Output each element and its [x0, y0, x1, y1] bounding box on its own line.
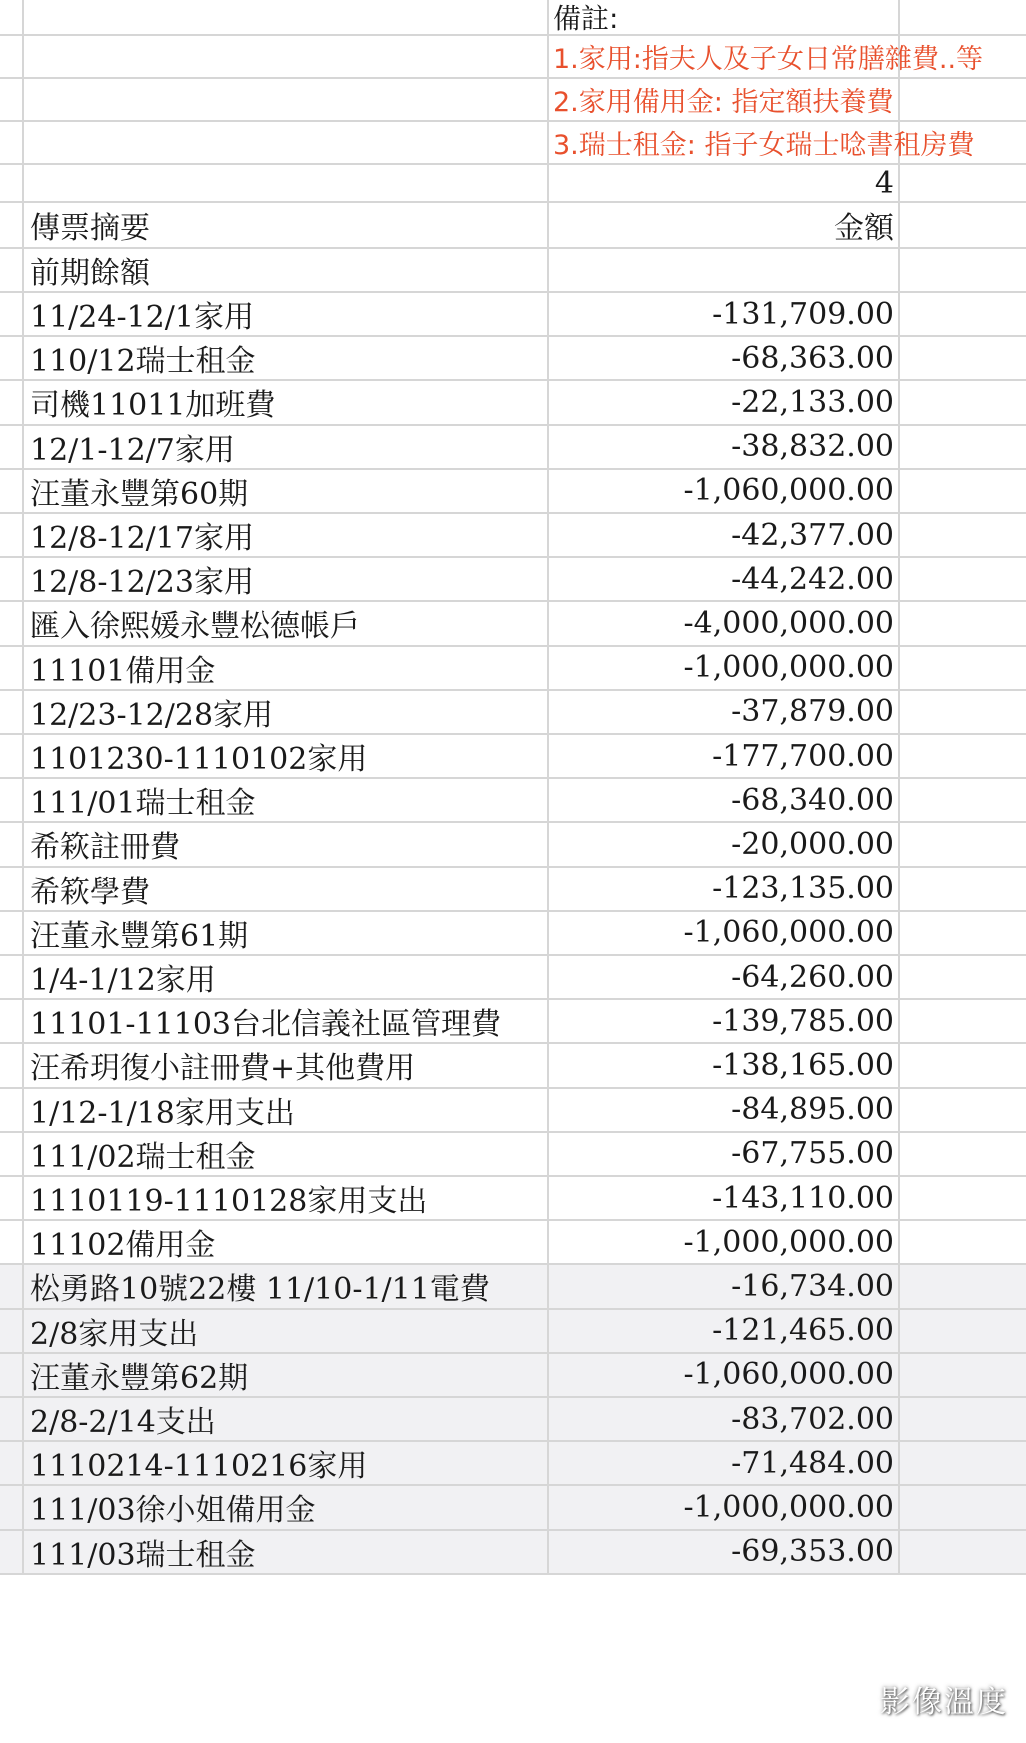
- table-row: [0, 647, 1026, 691]
- summary-cell[interactable]: 1101230-1110102家用: [24, 735, 549, 777]
- amount-cell[interactable]: -84,895.00: [549, 1089, 900, 1131]
- summary-cell[interactable]: 希篍學費: [24, 868, 549, 910]
- cell[interactable]: [900, 1398, 1026, 1440]
- table-row: [0, 912, 1026, 956]
- row-gutter: [0, 823, 24, 865]
- summary-cell[interactable]: 1/12-1/18家用支出: [24, 1089, 549, 1131]
- row-gutter: [0, 1177, 24, 1219]
- notes-line-row: [0, 79, 1026, 122]
- row-gutter: [0, 381, 24, 423]
- table-row: [0, 779, 1026, 823]
- row-gutter: [0, 868, 24, 910]
- row-gutter: [0, 1133, 24, 1175]
- summary-cell[interactable]: 2/8家用支出: [24, 1310, 549, 1352]
- opening-balance-row: [0, 249, 1026, 293]
- notes-title[interactable]: 備註:: [549, 0, 900, 34]
- table-row: [0, 1354, 1026, 1398]
- amount-cell[interactable]: -138,165.00: [549, 1044, 900, 1086]
- summary-cell[interactable]: 汪董永豐第61期: [24, 912, 549, 954]
- row-gutter: [0, 0, 24, 34]
- table-row: [0, 558, 1026, 602]
- cell[interactable]: [900, 79, 1026, 120]
- table-row: [0, 514, 1026, 558]
- table-row: [0, 1133, 1026, 1177]
- table-row: [0, 691, 1026, 735]
- notes-title-row: [0, 0, 1026, 36]
- row-gutter: [0, 514, 24, 556]
- row-gutter: [0, 779, 24, 821]
- watermark: 影像溫度: [880, 1685, 1008, 1720]
- amount-cell[interactable]: -37,879.00: [549, 691, 900, 733]
- amount-cell[interactable]: -4,000,000.00: [549, 602, 900, 644]
- row-gutter: [0, 956, 24, 998]
- table-row: [0, 293, 1026, 337]
- row-gutter: [0, 1442, 24, 1484]
- row-gutter: [0, 647, 24, 689]
- summary-cell[interactable]: 汪希玥復小註冊費+其他費用: [24, 1044, 549, 1086]
- amount-cell[interactable]: -69,353.00: [549, 1531, 900, 1573]
- cell[interactable]: [900, 823, 1026, 865]
- row-gutter: [0, 912, 24, 954]
- summary-cell[interactable]: 汪董永豐第60期: [24, 470, 549, 512]
- summary-cell[interactable]: 11101備用金: [24, 647, 549, 689]
- cell[interactable]: [900, 956, 1026, 998]
- table-row: [0, 1310, 1026, 1354]
- summary-cell[interactable]: 1110214-1110216家用: [24, 1442, 549, 1484]
- cell[interactable]: [900, 122, 1026, 163]
- cell[interactable]: [24, 122, 549, 163]
- table-row: [0, 1044, 1026, 1088]
- summary-cell[interactable]: 司機11011加班費: [24, 381, 549, 423]
- row-gutter: [0, 165, 24, 201]
- cell[interactable]: [900, 1044, 1026, 1086]
- amount-cell[interactable]: -22,133.00: [549, 381, 900, 423]
- row-gutter: [0, 1044, 24, 1086]
- summary-cell[interactable]: 1/4-1/12家用: [24, 956, 549, 998]
- column-number-row: [0, 165, 1026, 203]
- table-row: [0, 868, 1026, 912]
- amount-cell[interactable]: -83,702.00: [549, 1398, 900, 1440]
- amount-cell[interactable]: -1,060,000.00: [549, 1354, 900, 1396]
- note-line-3[interactable]: 3.瑞士租金: 指子女瑞士唸書租房費: [549, 122, 900, 163]
- cell[interactable]: [900, 1486, 1026, 1528]
- summary-cell[interactable]: 1110119-1110128家用支出: [24, 1177, 549, 1219]
- row-gutter: [0, 337, 24, 379]
- amount-cell[interactable]: -64,260.00: [549, 956, 900, 998]
- amount-cell[interactable]: -20,000.00: [549, 823, 900, 865]
- opening-balance-label[interactable]: 前期餘額: [24, 249, 549, 291]
- row-gutter: [0, 1089, 24, 1131]
- cell[interactable]: [900, 203, 1026, 247]
- cell[interactable]: [900, 558, 1026, 600]
- table-row: [0, 1089, 1026, 1133]
- row-gutter: [0, 1486, 24, 1528]
- row-gutter: [0, 470, 24, 512]
- row-gutter: [0, 735, 24, 777]
- amount-cell[interactable]: -143,110.00: [549, 1177, 900, 1219]
- amount-cell[interactable]: -42,377.00: [549, 514, 900, 556]
- summary-cell[interactable]: 11/24-12/1家用: [24, 293, 549, 335]
- cell[interactable]: [900, 912, 1026, 954]
- table-row: [0, 1000, 1026, 1044]
- cell[interactable]: [900, 0, 1026, 34]
- amount-cell[interactable]: -1,060,000.00: [549, 470, 900, 512]
- table-row: [0, 426, 1026, 470]
- table-row: [0, 470, 1026, 514]
- cell[interactable]: [900, 1265, 1026, 1307]
- amount-cell[interactable]: -131,709.00: [549, 293, 900, 335]
- table-row: [0, 1398, 1026, 1442]
- row-gutter: [0, 1398, 24, 1440]
- table-row: [0, 1531, 1026, 1575]
- summary-cell[interactable]: 12/23-12/28家用: [24, 691, 549, 733]
- amount-cell[interactable]: -68,363.00: [549, 337, 900, 379]
- table-row: [0, 337, 1026, 381]
- cell[interactable]: [900, 691, 1026, 733]
- amount-cell[interactable]: -139,785.00: [549, 1000, 900, 1042]
- cell[interactable]: [900, 735, 1026, 777]
- cell[interactable]: [900, 426, 1026, 468]
- row-gutter: [0, 249, 24, 291]
- amount-cell[interactable]: -177,700.00: [549, 735, 900, 777]
- table-row: [0, 1221, 1026, 1265]
- summary-cell[interactable]: 111/03瑞士租金: [24, 1531, 549, 1573]
- row-gutter: [0, 36, 24, 77]
- row-gutter: [0, 1000, 24, 1042]
- row-gutter: [0, 1354, 24, 1396]
- note-line-1[interactable]: 1.家用:指夫人及子女日常膳雜費..等: [549, 36, 900, 77]
- cell[interactable]: [900, 1089, 1026, 1131]
- cell[interactable]: [900, 1354, 1026, 1396]
- cell[interactable]: [900, 1000, 1026, 1042]
- cell[interactable]: [900, 249, 1026, 291]
- column-number[interactable]: 4: [549, 165, 900, 201]
- cell[interactable]: [900, 1310, 1026, 1352]
- cell[interactable]: [900, 514, 1026, 556]
- row-gutter: [0, 122, 24, 163]
- note-line-2[interactable]: 2.家用備用金: 指定額扶養費: [549, 79, 900, 120]
- cell[interactable]: [900, 602, 1026, 644]
- cell[interactable]: [900, 1442, 1026, 1484]
- row-gutter: [0, 558, 24, 600]
- cell[interactable]: [900, 1177, 1026, 1219]
- cell[interactable]: [900, 1531, 1026, 1573]
- header-amount[interactable]: 金額: [549, 203, 900, 247]
- amount-cell[interactable]: -123,135.00: [549, 868, 900, 910]
- summary-cell[interactable]: 12/8-12/17家用: [24, 514, 549, 556]
- summary-cell[interactable]: 12/8-12/23家用: [24, 558, 549, 600]
- opening-balance-amount[interactable]: [549, 249, 900, 291]
- notes-line-row: [0, 36, 1026, 79]
- table-row: [0, 602, 1026, 646]
- row-gutter: [0, 79, 24, 120]
- table-row: [0, 956, 1026, 1000]
- cell[interactable]: [900, 293, 1026, 335]
- table-row: [0, 381, 1026, 425]
- cell[interactable]: [24, 36, 549, 77]
- amount-cell[interactable]: -67,755.00: [549, 1133, 900, 1175]
- summary-cell[interactable]: 11101-11103台北信義社區管理費: [24, 1000, 549, 1042]
- amount-cell[interactable]: -1,000,000.00: [549, 1221, 900, 1263]
- header-row: [0, 203, 1026, 249]
- summary-cell[interactable]: 希篍註冊費: [24, 823, 549, 865]
- summary-cell[interactable]: 11102備用金: [24, 1221, 549, 1263]
- table-row: [0, 1177, 1026, 1221]
- notes-line-row: [0, 122, 1026, 165]
- cell[interactable]: [900, 779, 1026, 821]
- summary-cell[interactable]: 110/12瑞士租金: [24, 337, 549, 379]
- cell[interactable]: [900, 36, 1026, 77]
- cell[interactable]: [900, 868, 1026, 910]
- amount-cell[interactable]: -38,832.00: [549, 426, 900, 468]
- amount-cell[interactable]: -121,465.00: [549, 1310, 900, 1352]
- summary-cell[interactable]: 12/1-12/7家用: [24, 426, 549, 468]
- row-gutter: [0, 203, 24, 247]
- summary-cell[interactable]: 松勇路10號22樓 11/10-1/11電費: [24, 1265, 549, 1307]
- table-row: [0, 823, 1026, 867]
- cell[interactable]: [900, 1133, 1026, 1175]
- cell[interactable]: [24, 0, 549, 34]
- cell[interactable]: [900, 1221, 1026, 1263]
- cell[interactable]: [24, 79, 549, 120]
- summary-cell[interactable]: 2/8-2/14支出: [24, 1398, 549, 1440]
- cell[interactable]: [24, 165, 549, 201]
- summary-cell[interactable]: 111/03徐小姐備用金: [24, 1486, 549, 1528]
- summary-cell[interactable]: 汪董永豐第62期: [24, 1354, 549, 1396]
- summary-cell[interactable]: 111/02瑞士租金: [24, 1133, 549, 1175]
- amount-cell[interactable]: -44,242.00: [549, 558, 900, 600]
- row-gutter: [0, 1221, 24, 1263]
- table-row: [0, 1442, 1026, 1486]
- table-row: [0, 735, 1026, 779]
- amount-cell[interactable]: -1,000,000.00: [549, 647, 900, 689]
- amount-cell[interactable]: -16,734.00: [549, 1265, 900, 1307]
- summary-cell[interactable]: 111/01瑞士租金: [24, 779, 549, 821]
- summary-cell[interactable]: 匯入徐熙媛永豐松德帳戶: [24, 602, 549, 644]
- row-gutter: [0, 602, 24, 644]
- table-row: [0, 1265, 1026, 1309]
- header-summary[interactable]: 傳票摘要: [24, 203, 549, 247]
- amount-cell[interactable]: -1,060,000.00: [549, 912, 900, 954]
- amount-cell[interactable]: -68,340.00: [549, 779, 900, 821]
- cell[interactable]: [900, 470, 1026, 512]
- cell[interactable]: [900, 165, 1026, 201]
- cell[interactable]: [900, 337, 1026, 379]
- table-row: [0, 1486, 1026, 1530]
- row-gutter: [0, 1531, 24, 1573]
- cell[interactable]: [900, 381, 1026, 423]
- row-gutter: [0, 691, 24, 733]
- amount-cell[interactable]: -71,484.00: [549, 1442, 900, 1484]
- row-gutter: [0, 1265, 24, 1307]
- row-gutter: [0, 426, 24, 468]
- amount-cell[interactable]: -1,000,000.00: [549, 1486, 900, 1528]
- row-gutter: [0, 1310, 24, 1352]
- row-gutter: [0, 293, 24, 335]
- cell[interactable]: [900, 647, 1026, 689]
